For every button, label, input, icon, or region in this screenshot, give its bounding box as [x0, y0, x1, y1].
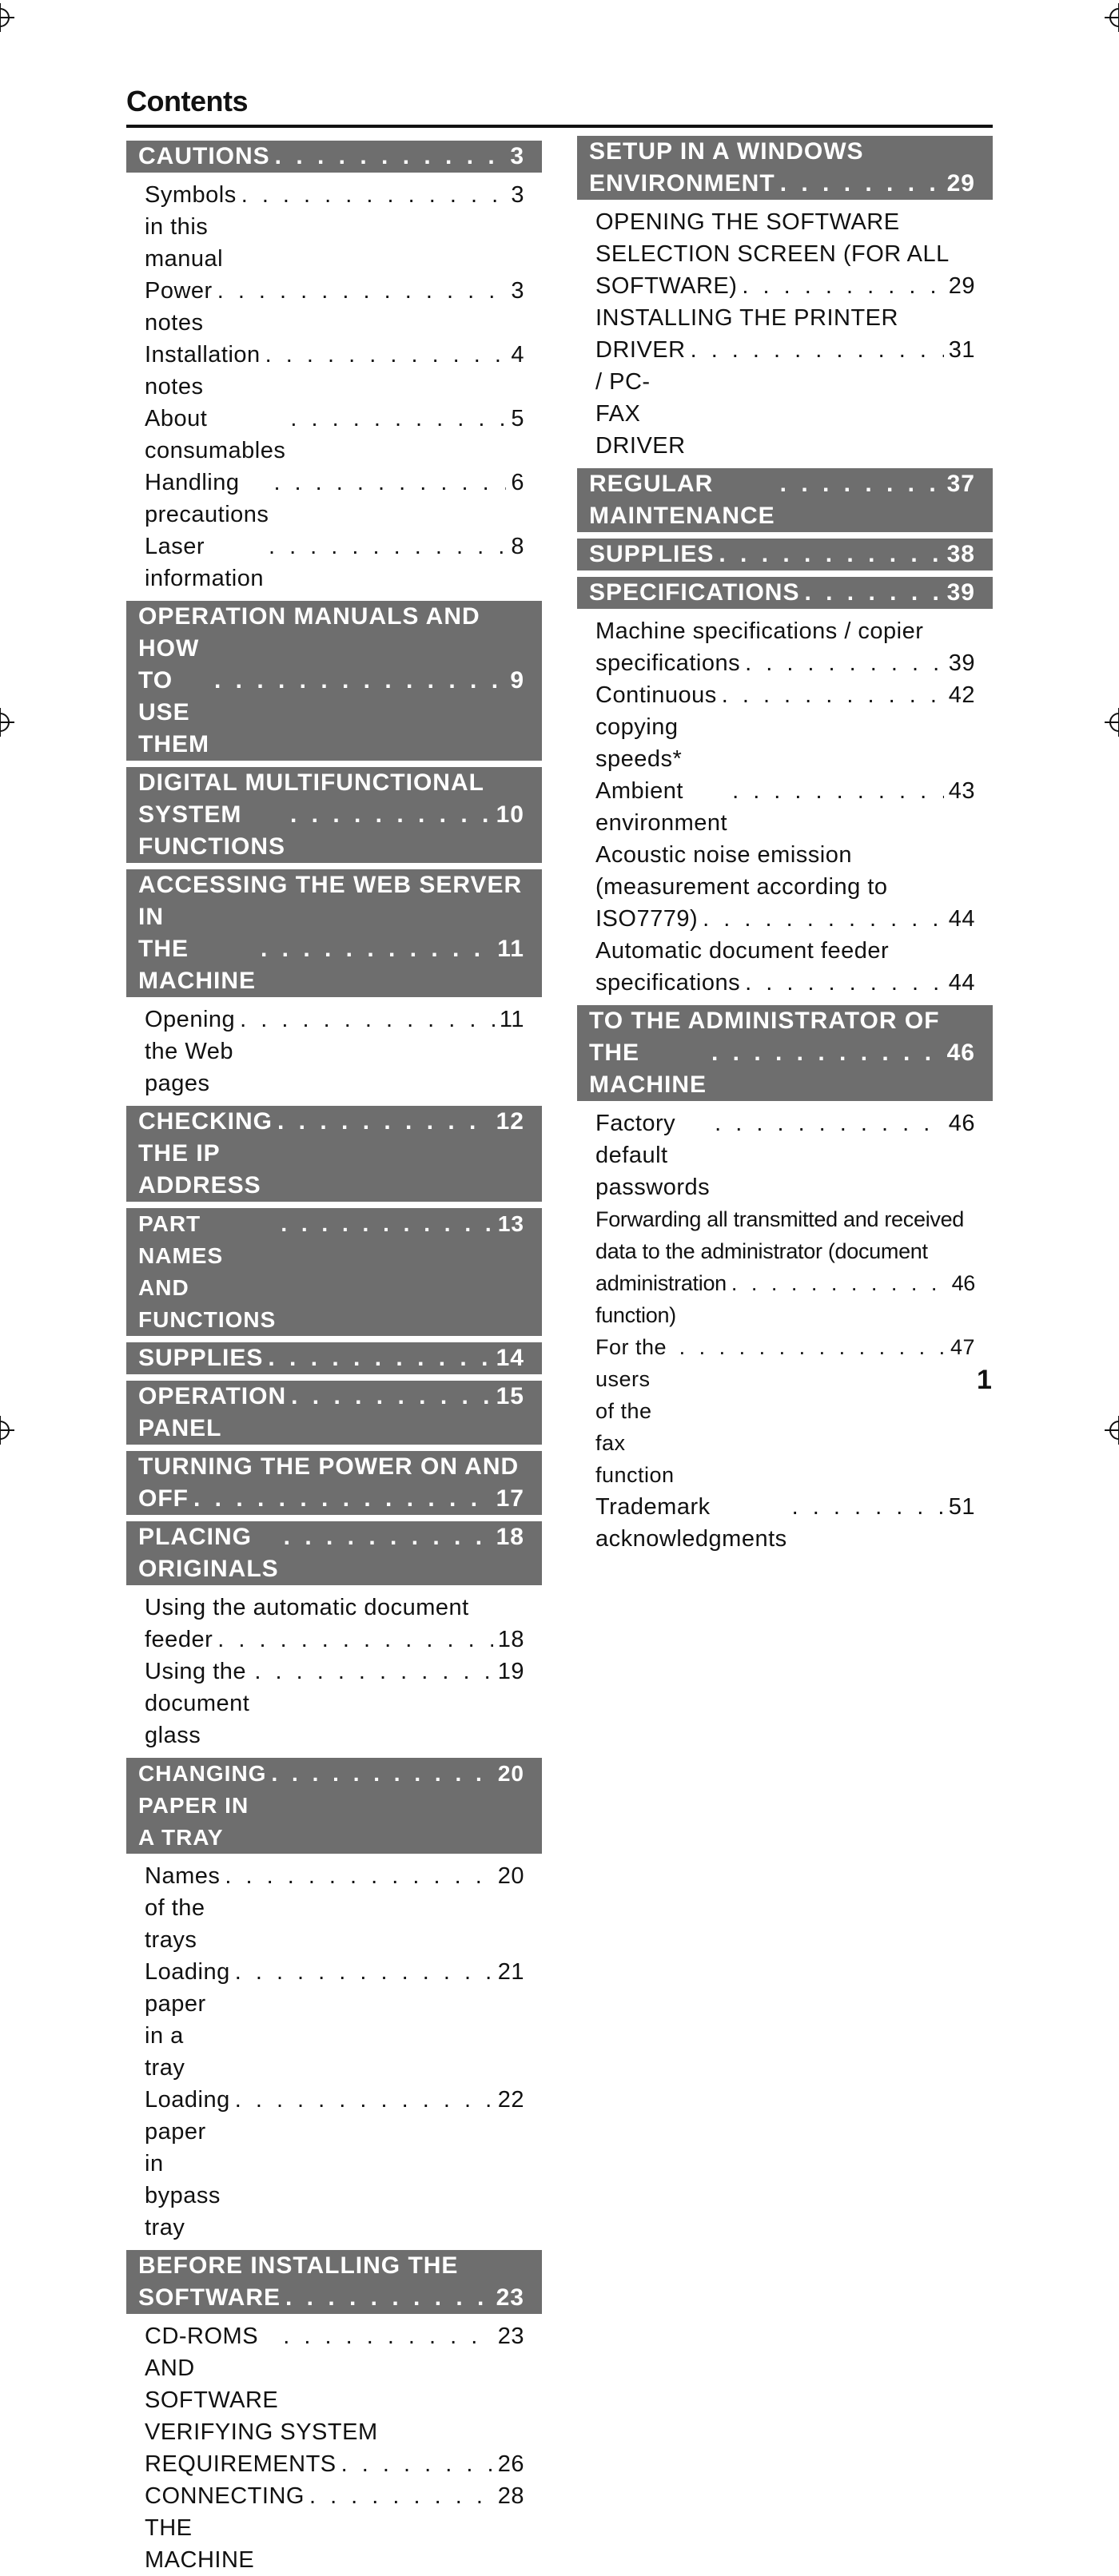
registration-mark-icon — [0, 1416, 14, 1445]
toc-heading-power[interactable]: TURNING THE POWER ON AND OFF . . . 17 — [126, 1451, 542, 1515]
toc-entry-cdroms[interactable]: CD-ROMS AND SOFTWARE . . . 23 — [126, 2320, 542, 2416]
toc-left-column — [126, 136, 542, 2576]
toc-entry-adf-specs[interactable]: Automatic document feeder specifications . . . 44 — [577, 935, 993, 999]
toc-entry-acoustic[interactable]: Acoustic noise emission (measurement according to ISO7779) . . . 44 — [577, 839, 993, 935]
toc-entry-document-glass[interactable]: Using the document glass . . . 19 — [126, 1656, 542, 1751]
toc-heading-operation-panel[interactable]: OPERATION PANEL . . . 15 — [126, 1381, 542, 1445]
toc-entry-bypass-tray[interactable]: Loading paper in bypass tray . . . 22 — [126, 2084, 542, 2244]
toc-entry-adf[interactable]: Using the automatic document feeder . . . 18 — [126, 1592, 542, 1656]
toc-entry-power-notes[interactable]: Power notes . . . 3 — [126, 275, 542, 339]
toc-entry-web-pages[interactable]: Opening the Web pages . . . 11 — [126, 1004, 542, 1099]
toc-entry-laser[interactable]: Laser information . . . 8 — [126, 531, 542, 594]
toc-right-column — [577, 136, 993, 1555]
toc-heading-web-server[interactable]: ACCESSING THE WEB SERVER IN THE MACHINE . . . 11 — [126, 869, 542, 997]
toc-entry-consumables[interactable]: About consumables . . . 5 — [126, 403, 542, 467]
toc-entry-connecting[interactable]: CONNECTING THE MACHINE . . . 28 — [126, 2480, 542, 2576]
toc-entry-factory-passwords[interactable]: Factory default passwords . . . 46 — [577, 1107, 993, 1203]
title-rule — [126, 125, 993, 128]
toc-heading-placing-originals[interactable]: PLACING ORIGINALS . . . 18 — [126, 1521, 542, 1585]
toc-entry-machine-specs[interactable]: Machine specifications / copier specifications . . . 39 — [577, 615, 993, 679]
toc-entry-fax-users[interactable]: For the users of the fax function . . . 47 — [577, 1331, 993, 1491]
toc-entry-handling[interactable]: Handling precautions . . . 6 — [126, 467, 542, 531]
toc-heading-maintenance[interactable]: REGULAR MAINTENANCE . . . 37 — [577, 468, 993, 532]
toc-entry-printer-driver[interactable]: INSTALLING THE PRINTER DRIVER / PC-FAX DRIVER . . . 31 — [577, 302, 993, 462]
toc-heading-cautions[interactable]: CAUTIONS . . . 3 — [126, 141, 542, 173]
toc-heading-windows-setup[interactable]: SETUP IN A WINDOWS ENVIRONMENT . . . 29 — [577, 136, 993, 200]
toc-heading-ip-address[interactable]: CHECKING THE IP ADDRESS . . . 12 — [126, 1106, 542, 1202]
toc-heading-supplies-2[interactable]: SUPPLIES . . . 38 — [577, 539, 993, 570]
toc-entry-ambient[interactable]: Ambient environment . . . 43 — [577, 775, 993, 839]
toc-heading-before-installing[interactable]: BEFORE INSTALLING THE SOFTWARE . . . 23 — [126, 2250, 542, 2314]
registration-mark-icon — [0, 3, 14, 32]
toc-entry-loading-tray[interactable]: Loading paper in a tray . . . 21 — [126, 1956, 542, 2084]
registration-mark-icon — [1105, 1416, 1119, 1445]
toc-entry-forwarding[interactable]: Forwarding all transmitted and received data to the administrator (document administration function) . . . 46 — [577, 1203, 993, 1331]
toc-entry-installation-notes[interactable]: Installation notes . . . 4 — [126, 339, 542, 403]
toc-entry-copying-speeds[interactable]: Continuous copying speeds* . . . 42 — [577, 679, 993, 775]
registration-mark-icon — [1105, 708, 1119, 737]
toc-entry-trademarks[interactable]: Trademark acknowledgments . . . 51 — [577, 1491, 993, 1555]
toc-entry-symbols[interactable]: Symbols in this manual . . . 3 — [126, 179, 542, 275]
toc-heading-specifications[interactable]: SPECIFICATIONS . . . 39 — [577, 577, 993, 609]
toc-heading-operation-manuals[interactable]: OPERATION MANUALS AND HOW TO USE THEM . . . 9 — [126, 601, 542, 761]
toc-heading-administrator[interactable]: TO THE ADMINISTRATOR OF THE MACHINE . . . 46 — [577, 1005, 993, 1101]
toc-entry-system-requirements[interactable]: VERIFYING SYSTEM REQUIREMENTS . . . 26 — [126, 2416, 542, 2480]
registration-mark-icon — [1105, 3, 1119, 32]
toc-entry-tray-names[interactable]: Names of the trays . . . 20 — [126, 1860, 542, 1956]
toc-heading-supplies[interactable]: SUPPLIES . . . 14 — [126, 1342, 542, 1374]
toc-entry-software-selection[interactable]: OPENING THE SOFTWARE SELECTION SCREEN (FOR ALL SOFTWARE) . . . 29 — [577, 206, 993, 302]
page-title: Contents — [126, 85, 248, 117]
page-number: 1 — [977, 1365, 992, 1395]
toc-heading-changing-paper[interactable]: CHANGING PAPER IN A TRAY . . . 20 — [126, 1758, 542, 1854]
registration-mark-icon — [0, 708, 14, 737]
toc-heading-digital-functions[interactable]: DIGITAL MULTIFUNCTIONAL SYSTEM FUNCTIONS . . . 10 — [126, 767, 542, 863]
toc-heading-part-names[interactable]: PART NAMES AND FUNCTIONS . . . 13 — [126, 1208, 542, 1336]
